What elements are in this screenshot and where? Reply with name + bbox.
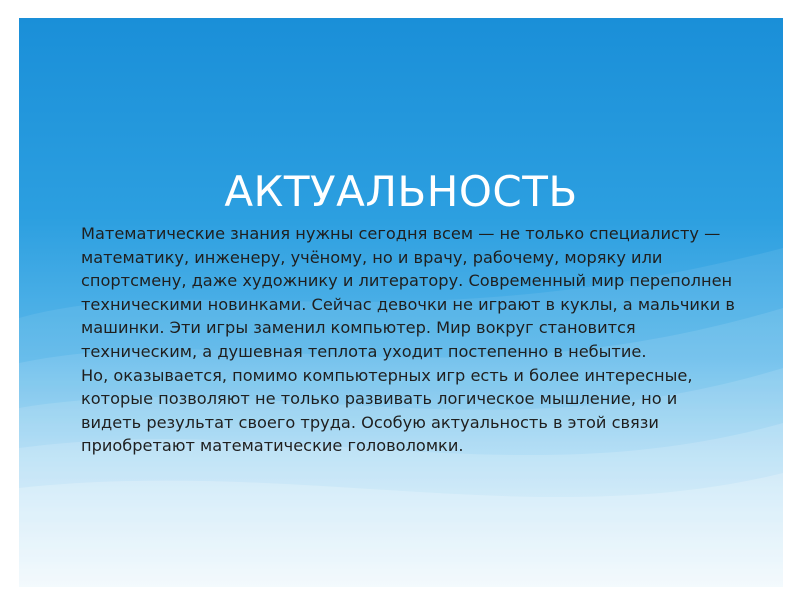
body-paragraph-2: Но, оказывается, помимо компьютерных игр есть и более интересные, которые позволяют не только развивать логическое мышление, но и видеть результат своего труда. Особую актуальность в этой связи приобретают математические головоломки. xyxy=(81,365,693,456)
body-paragraph-1: Математические знания нужны сегодня всем — не только специалисту — математику, инженеру, учёному, но и врачу, рабочему, моряку или спортсмену, даже художнику и литератору. Современный мир переполнен техническими новинками. Сейчас девочки не играют в куклы, а мальчики в машинки. Эти игры заменил компьютер. Мир вокруг становится техническим, а душевная теплота уходит постепенно в небытие. xyxy=(81,224,735,361)
slide-body-text xyxy=(81,222,741,458)
slide-title: АКТУАЛЬНОСТЬ xyxy=(224,167,578,216)
slide-background-panel xyxy=(19,18,783,587)
